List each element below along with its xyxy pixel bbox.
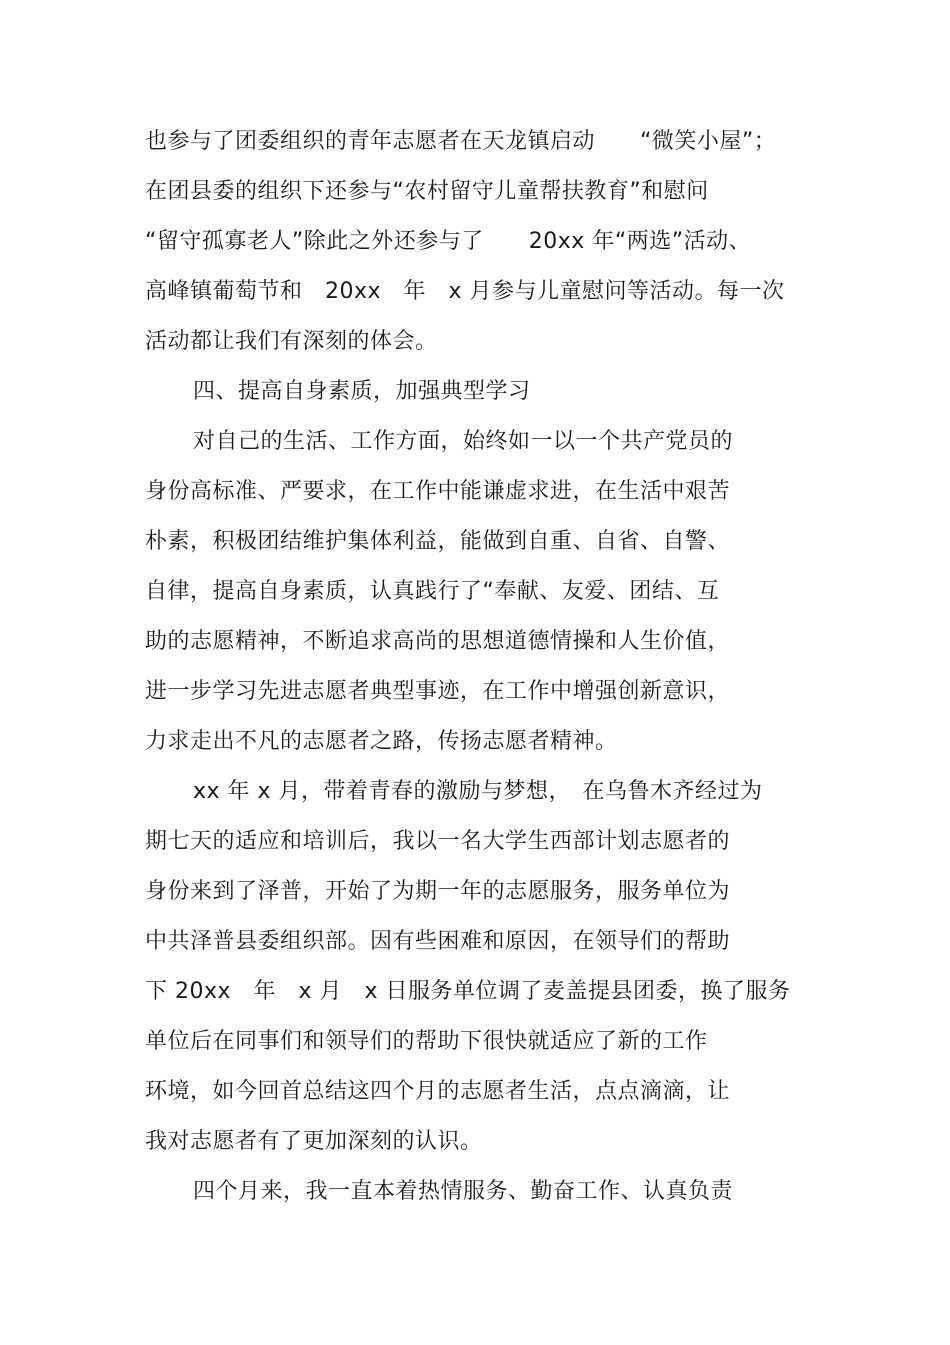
text-line: 在团县委的组织下还参与“农村留守儿童帮扶教育”和慰问	[145, 179, 709, 204]
text-line: 朴素，积极团结维护集体利益，能做到自重、自省、自警、	[145, 529, 731, 554]
text-line: 身份高标准、严要求，在工作中能谦虚求进，在生活中艰苦	[145, 479, 731, 504]
text-line: 四个月来，我一直本着热情服务、勤奋工作、认真负责	[193, 1179, 734, 1204]
text-line: 进一步学习先进志愿者典型事迹，在工作中增强创新意识，	[145, 679, 731, 704]
text-line: 对自己的生活、工作方面，始终如一以一个共产党员的	[193, 429, 734, 454]
text-line: xx 年 x 月，带着青春的激励与梦想， 在乌鲁木齐经过为	[193, 779, 763, 804]
text-line: 力求走出不凡的志愿者之路，传扬志愿者精神。	[145, 729, 618, 754]
text-line: 自律，提高自身素质，认真践行了“奉献、友爱、团结、互	[145, 579, 720, 604]
text-line: 身份来到了泽普，开始了为期一年的志愿服务，服务单位为	[145, 879, 731, 904]
text-line: 中共泽普县委组织部。因有些困难和原因，在领导们的帮助	[145, 929, 731, 954]
section-heading: 四、提高自身素质，加强典型学习	[193, 379, 531, 404]
text-line: 环境，如今回首总结这四个月的志愿者生活，点点滴滴，让	[145, 1079, 731, 1104]
text-line: 也参与了团委组织的青年志愿者在天龙镇启动 “微笑小屋”；	[145, 129, 777, 154]
text-line: 高峰镇葡萄节和 20xx 年 x 月参与儿童慰问等活动。每一次	[145, 279, 785, 304]
text-line: 下 20xx 年 x 月 x 日服务单位调了麦盖提县团委，换了服务	[145, 979, 791, 1004]
text-line: 我对志愿者有了更加深刻的认识。	[145, 1129, 483, 1154]
text-line: 活动都让我们有深刻的体会。	[145, 329, 438, 354]
text-line: 期七天的适应和培训后，我以一名大学生西部计划志愿者的	[145, 829, 731, 854]
text-line: 单位后在同事们和领导们的帮助下很快就适应了新的工作	[145, 1029, 708, 1054]
text-line: 助的志愿精神，不断追求高尚的思想道德情操和人生价值，	[145, 629, 731, 654]
text-line: “留守孤寡老人”除此之外还参与了 20xx 年“两选”活动、	[145, 229, 752, 254]
